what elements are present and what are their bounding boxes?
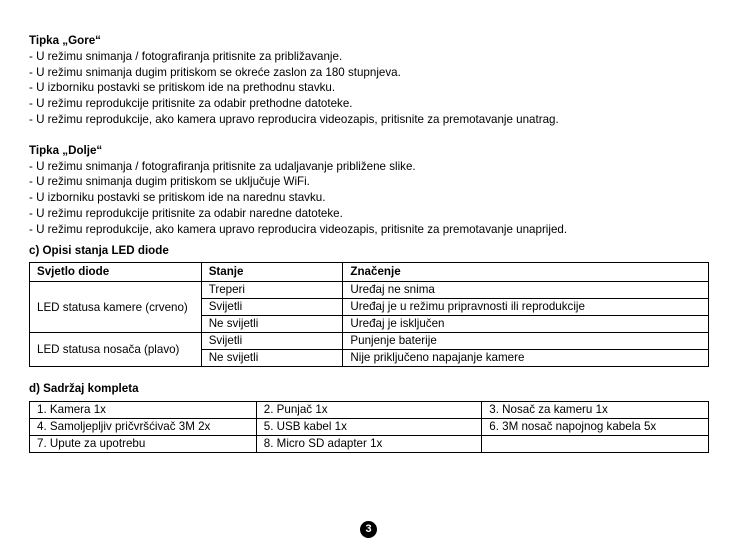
kit-item: 7. Upute za upotrebu <box>30 436 257 453</box>
dolje-line: - U izborniku postavki se pritiskom ide na narednu stavku. <box>29 191 326 205</box>
led-header-meaning: Značenje <box>343 263 709 282</box>
table-row <box>30 402 709 419</box>
led-header-row <box>30 263 709 282</box>
led-state: Treperi <box>201 282 343 299</box>
led-meaning: Uređaj je u režimu pripravnosti ili reprodukcije <box>343 299 709 316</box>
led-state: Ne svijetli <box>201 350 343 367</box>
dolje-line: - U režimu reprodukcije pritisnite za odabir naredne datoteke. <box>29 206 343 220</box>
gore-line: - U režimu reprodukcije pritisnite za odabir prethodne datoteke. <box>29 97 353 111</box>
led-light-camera: LED statusa kamere (crveno) <box>30 282 202 333</box>
led-meaning: Uređaj ne snima <box>343 282 709 299</box>
led-meaning: Punjenje baterije <box>343 333 709 350</box>
led-header-state: Stanje <box>201 263 343 282</box>
kit-section-title: d) Sadržaj kompleta <box>29 382 139 396</box>
gore-line: - U režimu reprodukcije, ako kamera upravo reproducira videozapis, pritisnite za premotavanje unatrag. <box>29 112 559 126</box>
led-state: Ne svijetli <box>201 316 343 333</box>
manual-page <box>29 33 709 453</box>
table-row <box>30 436 709 453</box>
kit-item: 5. USB kabel 1x <box>256 419 481 436</box>
led-section-title: c) Opisi stanja LED diode <box>29 243 169 257</box>
table-row <box>30 333 709 350</box>
dolje-heading: Tipka „Dolje“ <box>29 143 103 157</box>
gore-line: - U režimu snimanja dugim pritiskom se okreće zaslon za 180 stupnjeva. <box>29 65 401 79</box>
led-light-mount: LED statusa nosača (plavo) <box>30 333 202 367</box>
dolje-section <box>29 143 709 238</box>
page-number-badge: 3 <box>360 521 377 538</box>
gore-heading: Tipka „Gore“ <box>29 34 101 47</box>
dolje-line: - U režimu snimanja / fotografiranja pritisnite za udaljavanje približene slike. <box>29 159 416 173</box>
led-meaning: Uređaj je isključen <box>343 316 709 333</box>
led-state: Svijetli <box>201 299 343 316</box>
led-state: Svijetli <box>201 333 343 350</box>
gore-section <box>29 33 709 128</box>
table-row <box>30 419 709 436</box>
kit-item: 6. 3M nosač napojnog kabela 5x <box>482 419 709 436</box>
kit-contents-table <box>29 401 709 453</box>
gore-line: - U izborniku postavki se pritiskom ide na prethodnu stavku. <box>29 81 336 95</box>
gore-line: - U režimu snimanja / fotografiranja pritisnite za približavanje. <box>29 49 343 63</box>
dolje-line: - U režimu snimanja dugim pritiskom se uključuje WiFi. <box>29 175 310 189</box>
kit-item: 4. Samoljepljiv pričvršćivač 3M 2x <box>30 419 257 436</box>
kit-item-empty <box>482 436 709 453</box>
kit-item: 3. Nosač za kameru 1x <box>482 402 709 419</box>
led-status-table <box>29 262 709 367</box>
led-header-light: Svjetlo diode <box>30 263 202 282</box>
dolje-line: - U režimu reprodukcije, ako kamera upravo reproducira videozapis, pritisnite za premotavanje unaprijed. <box>29 222 568 236</box>
kit-item: 2. Punjač 1x <box>256 402 481 419</box>
kit-item: 1. Kamera 1x <box>30 402 257 419</box>
table-row <box>30 282 709 299</box>
led-meaning: Nije priključeno napajanje kamere <box>343 350 709 367</box>
kit-item: 8. Micro SD adapter 1x <box>256 436 481 453</box>
